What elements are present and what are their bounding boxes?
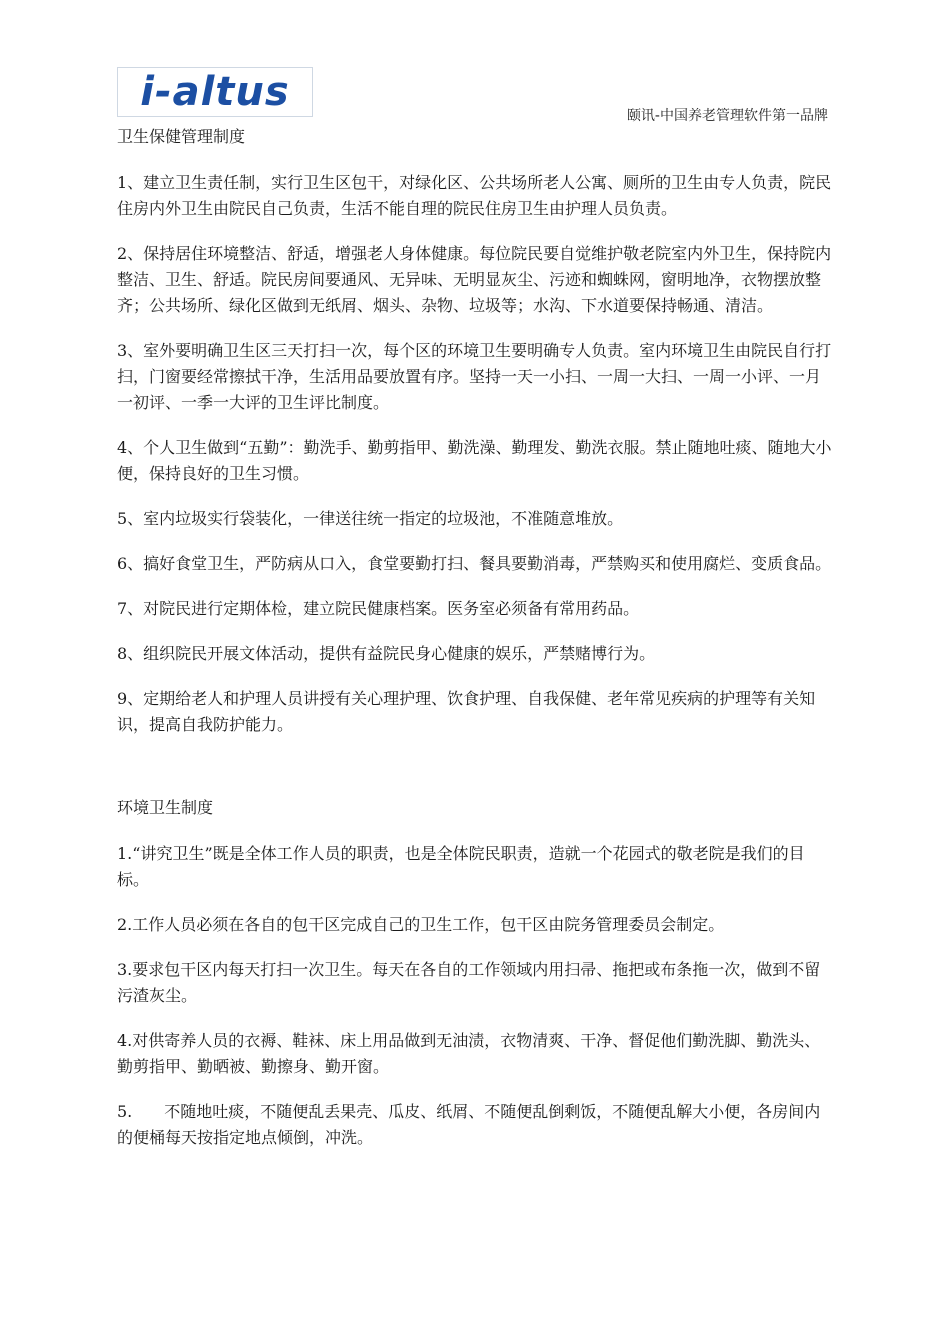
environment-rule-3: 3.要求包干区内每天打扫一次卫生。每天在各自的工作领域内用扫帚、拖把或布条拖一次，做到不留污渣灰尘。 — [117, 960, 821, 1005]
hygiene-rule-7: 7、对院民进行定期体检，建立院民健康档案。医务室必须备有常用药品。 — [117, 599, 640, 618]
environment-rule-4: 4.对供寄养人员的衣褥、鞋袜、床上用品做到无油渍，衣物清爽、干净、督促他们勤洗脚、勤洗头、勤剪指甲、勤晒被、勤擦身、勤开窗。 — [117, 1031, 821, 1076]
hygiene-rule-5: 5、室内垃圾实行袋装化，一律送往统一指定的垃圾池，不准随意堆放。 — [117, 509, 624, 528]
section-title-hygiene-healthcare: 卫生保健管理制度 — [117, 127, 246, 146]
hygiene-rule-6: 6、搞好食堂卫生，严防病从口入，食堂要勤打扫、餐具要勤消毒，严禁购买和使用腐烂、变质食品。 — [117, 554, 832, 573]
company-logo — [117, 67, 313, 117]
document-body — [117, 125, 835, 1151]
hygiene-rule-2: 2、保持居住环境整洁、舒适，增强老人身体健康。每位院民要自觉维护敬老院室内外卫生，保持院内整洁、卫生、舒适。院民房间要通风、无异味、无明显灰尘、污迹和蜘蛛网，窗明地净，衣物摆放整齐；公共场所、绿化区做到无纸屑、烟头、杂物、垃圾等；水沟、下水道要保持畅通、清洁。 — [117, 244, 832, 315]
environment-rule-1: 1.“讲究卫生”既是全体工作人员的职责，也是全体院民职责，造就一个花园式的敬老院是我们的目标。 — [117, 844, 805, 889]
hygiene-rule-8: 8、组织院民开展文体活动，提供有益院民身心健康的娱乐，严禁赌博行为。 — [117, 644, 656, 663]
hygiene-rule-3: 3、室外要明确卫生区三天打扫一次，每个区的环境卫生要明确专人负责。室内环境卫生由院民自行打扫，门窗要经常擦拭干净，生活用品要放置有序。坚持一天一小扫、一周一大扫、一周一小评、一月一初评、一季一大评的卫生评比制度。 — [117, 341, 832, 412]
section-title-environment: 环境卫生制度 — [117, 798, 214, 817]
brand-slogan: 颐讯-中国养老管理软件第一品牌 — [626, 108, 828, 124]
logo-text: i-altus — [140, 69, 290, 115]
hygiene-rule-9: 9、定期给老人和护理人员讲授有关心理护理、饮食护理、自我保健、老年常见疾病的护理等有关知识，提高自我防护能力。 — [117, 689, 816, 734]
hygiene-rule-4: 4、个人卫生做到“五勤”：勤洗手、勤剪指甲、勤洗澡、勤理发、勤洗衣服。禁止随地吐痰、随地大小便，保持良好的卫生习惯。 — [117, 438, 832, 483]
hygiene-rule-1: 1、建立卫生责任制，实行卫生区包干，对绿化区、公共场所老人公寓、厕所的卫生由专人负责，院民住房内外卫生由院民自己负责，生活不能自理的院民住房卫生由护理人员负责。 — [117, 173, 832, 218]
environment-rule-2: 2.工作人员必须在各自的包干区完成自己的卫生工作，包干区由院务管理委员会制定。 — [117, 915, 725, 934]
environment-rule-5: 5. 不随地吐痰，不随便乱丢果壳、瓜皮、纸屑、不随便乱倒剩饭，不随便乱解大小便，各房间内的便桶每天按指定地点倾倒，冲洗。 — [117, 1102, 821, 1147]
